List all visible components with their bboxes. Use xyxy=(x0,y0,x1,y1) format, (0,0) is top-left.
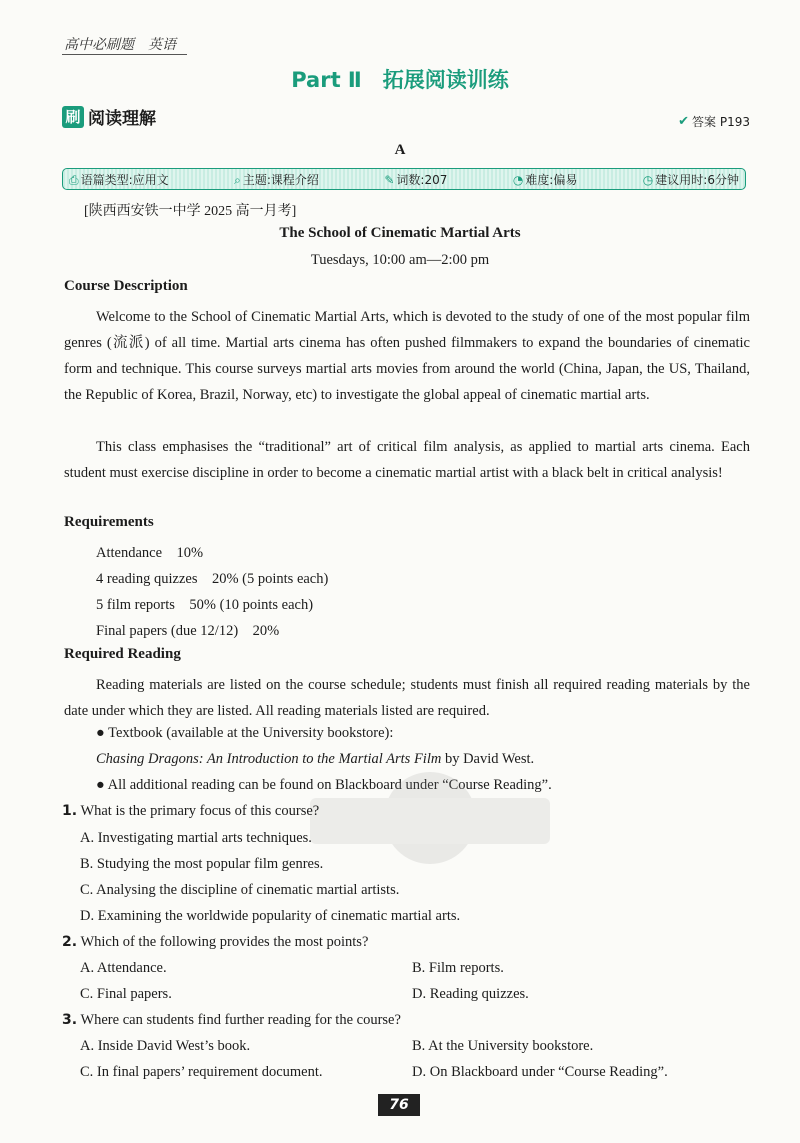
additional-reading-text: All additional reading can be found on Blackboard under “Course Reading”. xyxy=(107,777,552,793)
required-reading-para: Reading materials are listed on the course schedule; students must finish all required reading materials by the date under which they are listed. All reading materials listed are required. xyxy=(64,677,750,719)
page-number: 76 xyxy=(378,1094,420,1116)
required-reading-heading: Required Reading xyxy=(64,646,181,662)
magnifier-icon: ⌕ xyxy=(234,172,241,187)
textbook-bullet-text: Textbook (available at the University bookstore): xyxy=(108,725,394,741)
info-time-text: 建议用时:6分钟 xyxy=(655,172,739,187)
info-topic xyxy=(234,171,319,188)
textbook-author: by David West. xyxy=(441,751,535,767)
course-description-para-2: This class emphasises the “traditional” art of critical film analysis, as applied to martial arts cinema. Each student must exercise discipline in order to become a cinematic martial artist with a black belt in critical analysis! xyxy=(64,439,750,481)
question-number: 1. xyxy=(62,803,78,819)
header-rule xyxy=(62,54,187,55)
answer-option[interactable]: C. Final papers. xyxy=(80,986,172,1002)
clock-icon: ◷ xyxy=(642,172,654,187)
requirement-item: 4 reading quizzes 20% (5 points each) xyxy=(96,571,329,587)
question-1 xyxy=(62,803,319,820)
watermark-logo xyxy=(300,768,560,868)
word-count-icon: ✎ xyxy=(384,172,395,187)
additional-reading-bullet: ● All additional reading can be found on Blackboard under “Course Reading”. xyxy=(96,777,552,793)
answer-option[interactable]: A. Attendance. xyxy=(80,960,167,976)
part-title: Part Ⅱ 拓展阅读训练 xyxy=(291,68,509,92)
passage-info-bar xyxy=(62,168,746,190)
requirement-item: Final papers (due 12/12) 20% xyxy=(96,623,280,639)
question-stem: Which of the following provides the most points? xyxy=(80,934,369,950)
answer-reference xyxy=(678,113,750,130)
textbook-bullet: ● Textbook (available at the University bookstore): xyxy=(96,725,394,741)
answer-option[interactable]: B. Studying the most popular film genres. xyxy=(80,856,324,872)
info-word-count-text: 词数:207 xyxy=(396,172,448,187)
passage-letter: A xyxy=(394,142,406,158)
info-time xyxy=(643,171,739,188)
course-description-para-1: Welcome to the School of Cinematic Martial Arts, which is devoted to the study of one of the most popular film genres (流派) of all time. Martial arts cinema has often pushed filmmakers to expand the boundaries of cinematic form and technique. This course surveys martial arts movies from around the world (China, Japan, the US, Thailand, the Republic of Korea, Brazil, Norway, etc) to investigate the global appeal of cinematic martial arts. xyxy=(64,309,750,403)
shua-badge-icon: 刷 xyxy=(62,106,84,128)
info-difficulty xyxy=(513,171,578,188)
exam-source: [陕西西安铁一中学 2025 高一月考] xyxy=(84,204,297,219)
info-difficulty-text: 难度:偏易 xyxy=(525,172,578,187)
textbook-title: Chasing Dragons: An Introduction to the Martial Arts Film xyxy=(96,751,442,767)
info-topic-text: 主题:课程介绍 xyxy=(242,172,319,187)
question-2 xyxy=(62,934,368,951)
book-icon: ⎙ xyxy=(69,172,79,187)
requirement-item: 5 film reports 50% (10 points each) xyxy=(96,597,314,613)
answer-option[interactable]: C. In final papers’ requirement document. xyxy=(80,1064,323,1080)
answer-option[interactable]: D. Reading quizzes. xyxy=(412,986,529,1002)
class-schedule: Tuesdays, 10:00 am—2:00 pm xyxy=(310,252,490,268)
section-title: 阅读理解 xyxy=(88,109,156,129)
answer-ref-text: 答案 P193 xyxy=(692,115,750,129)
question-number: 3. xyxy=(62,1012,78,1028)
question-stem: Where can students find further reading for the course? xyxy=(80,1012,401,1028)
requirement-item: Attendance 10% xyxy=(96,545,204,561)
answer-option[interactable]: D. On Blackboard under “Course Reading”. xyxy=(412,1064,668,1080)
requirements-heading: Requirements xyxy=(64,514,154,530)
question-stem: What is the primary focus of this course? xyxy=(80,803,320,819)
answer-option[interactable]: B. At the University bookstore. xyxy=(412,1038,594,1054)
info-word-count xyxy=(384,171,447,188)
answer-option[interactable]: A. Inside David West’s book. xyxy=(80,1038,251,1054)
info-genre-text: 语篇类型:应用文 xyxy=(80,172,169,187)
textbook-citation xyxy=(96,751,534,768)
answer-option[interactable]: C. Analysing the discipline of cinematic martial artists. xyxy=(80,882,400,898)
section-heading xyxy=(62,104,156,129)
question-number: 2. xyxy=(62,934,78,950)
answer-option[interactable]: B. Film reports. xyxy=(412,960,504,976)
document-title: The School of Cinematic Martial Arts xyxy=(279,225,521,241)
checkmark-icon: ✔ xyxy=(678,114,690,129)
info-genre xyxy=(69,171,169,188)
question-3 xyxy=(62,1012,401,1029)
book-header: 高中必刷题 英语 xyxy=(64,37,176,53)
answer-option[interactable]: D. Examining the worldwide popularity of cinematic martial arts. xyxy=(80,908,461,924)
answer-option[interactable]: A. Investigating martial arts techniques. xyxy=(80,830,312,846)
difficulty-icon: ◔ xyxy=(512,172,524,187)
course-description-heading: Course Description xyxy=(64,278,188,294)
